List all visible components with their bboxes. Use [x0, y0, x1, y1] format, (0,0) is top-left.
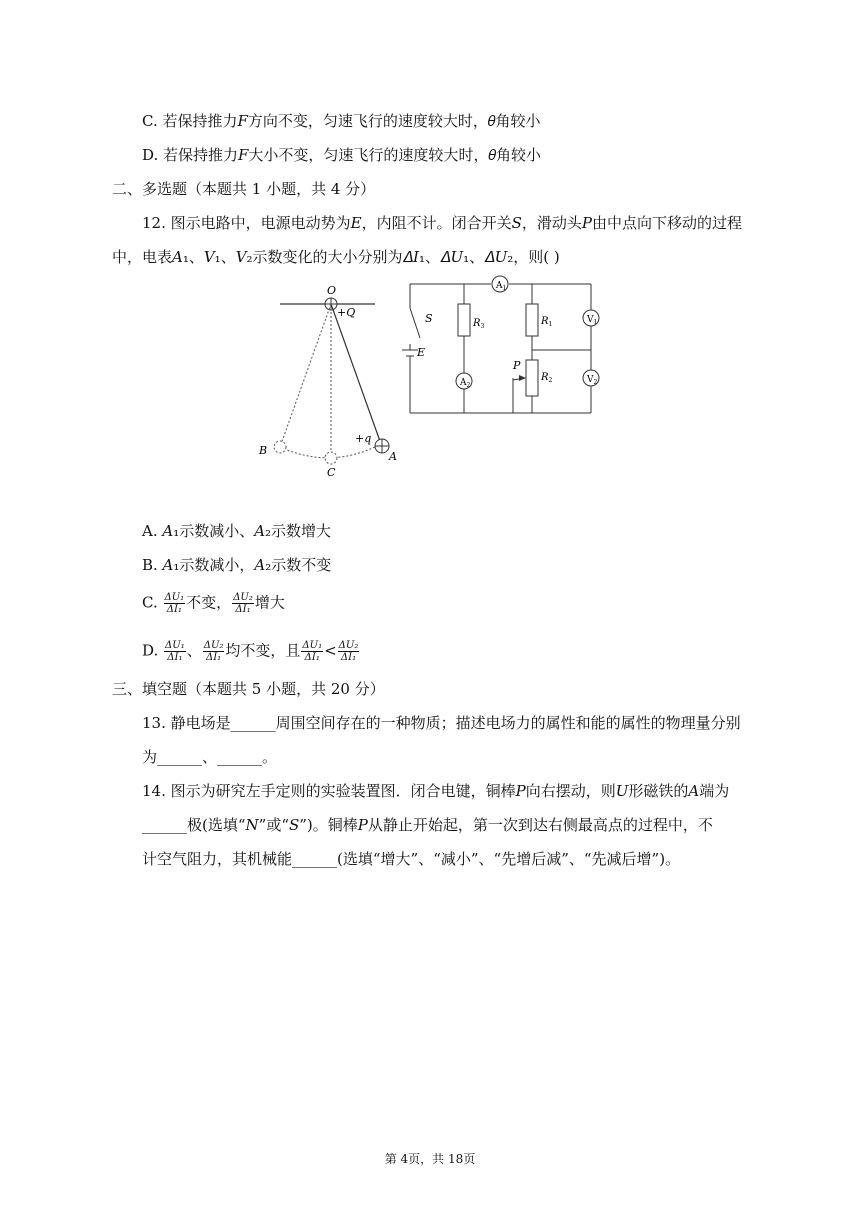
resistor-r2-label: $R_2$	[541, 372, 553, 384]
resistor-r1-label: $R_1$	[541, 316, 553, 328]
fraction: $\frac{\text{𝛥𝑈₂}}{\text{𝛥𝐼₁}}$	[233, 592, 253, 615]
option-c-label: C.	[142, 593, 158, 612]
option-d-label: D.	[142, 641, 159, 660]
fraction: $\frac{\text{𝛥𝑈₁}}{\text{𝛥𝐼₁}}$	[164, 592, 185, 615]
text-line: 二、多选题（本题共 1 小题，共 4 分）	[112, 180, 376, 198]
label-a: A	[389, 450, 397, 463]
text-line: 计空气阻力，其机械能______(选填“增大”、“减小”、“先增后减”、“先减后增”)。	[142, 850, 681, 868]
meter-v1-label: $V_1$	[587, 315, 598, 326]
meter-v2-label: $V_2$	[587, 375, 598, 386]
text-line: 13. 静电场是______周围空间存在的一种物质；描述电场力的属性和能的属性的物理量分别	[142, 714, 741, 732]
text-line: ______极(选填“𝑁”或“𝑆”)。铜棒𝑃从静止开始起，第一次到达右侧最高点的过程中，不	[142, 816, 713, 834]
text-line: 中，电表𝐴₁、𝑉₁、𝑉₂示数变化的大小分别为𝛥𝐼₁、𝛥𝑈₁、𝛥𝑈₂，则( )	[112, 248, 560, 266]
page-footer: 第 4页，共 18页	[384, 1152, 476, 1166]
meter-a1-label: $A_1$	[496, 281, 507, 292]
fraction: $\frac{\text{𝛥𝑈₂}}{\text{𝛥𝐼₁}}$	[203, 640, 224, 663]
label-c: C	[327, 466, 336, 479]
option-d: D. $\frac{\text{𝛥𝑈₁}}{\text{𝛥𝐼₁}}$ 、 $\frac{\text{𝛥𝑈₂}}{\text{𝛥𝐼₁}}$ 均不变，且 $\frac{\text{𝛥𝑈₁}}{\text{𝛥𝐼₁}}$ < $\frac{\text{𝛥𝑈₂}}{\text{𝛥𝐼₁}}$	[142, 640, 359, 663]
label-plus-q-big: +Q	[337, 306, 356, 319]
label-o: O	[327, 284, 337, 297]
fraction: $\frac{\text{𝛥𝑈₁}}{\text{𝛥𝐼₁}}$	[302, 640, 323, 663]
text-line: 12. 图示电路中，电源电动势为𝐸，内阻不计。闭合开关𝑆，滑动头𝑃由中点向下移动的过程	[142, 214, 742, 232]
source-e-label: E	[417, 346, 426, 359]
text-line: 14. 图示为研究左手定则的实验装置图．闭合电键，铜棒𝑃向右摆动，则𝑈形磁铁的𝐴端为	[142, 782, 730, 800]
text-line: C. 若保持推力𝐹方向不变，匀速飞行的速度较大时，𝜃角较小	[142, 112, 541, 130]
option-c: C. $\frac{\text{𝛥𝑈₁}}{\text{𝛥𝐼₁}}$ 不变， $\frac{\text{𝛥𝑈₂}}{\text{𝛥𝐼₁}}$ 增大	[142, 592, 285, 615]
fraction: $\frac{\text{𝛥𝑈₁}}{\text{𝛥𝐼₁}}$	[165, 640, 185, 663]
resistor-r3-label: $R_3$	[473, 318, 485, 330]
text-line: 三、填空题（本题共 5 小题，共 20 分）	[112, 680, 385, 698]
label-plus-q-small: +q	[355, 432, 372, 445]
pendulum-figure	[255, 280, 415, 485]
circuit-figure	[395, 268, 610, 420]
switch-s-label: S	[425, 312, 433, 325]
meter-a2-label: $A_2$	[460, 378, 471, 389]
text-line: 为______、______。	[142, 748, 278, 766]
text-line: A. 𝐴₁示数减小、𝐴₂示数增大	[142, 522, 332, 540]
text-line: B. 𝐴₁示数减小，𝐴₂示数不变	[142, 556, 332, 574]
label-b: B	[259, 444, 268, 457]
text-line: D. 若保持推力𝐹大小不变，匀速飞行的速度较大时，𝜃角较小	[142, 146, 542, 164]
fraction: $\frac{\text{𝛥𝑈₂}}{\text{𝛥𝐼₁}}$	[338, 640, 359, 663]
slider-p-label: P	[513, 359, 521, 372]
